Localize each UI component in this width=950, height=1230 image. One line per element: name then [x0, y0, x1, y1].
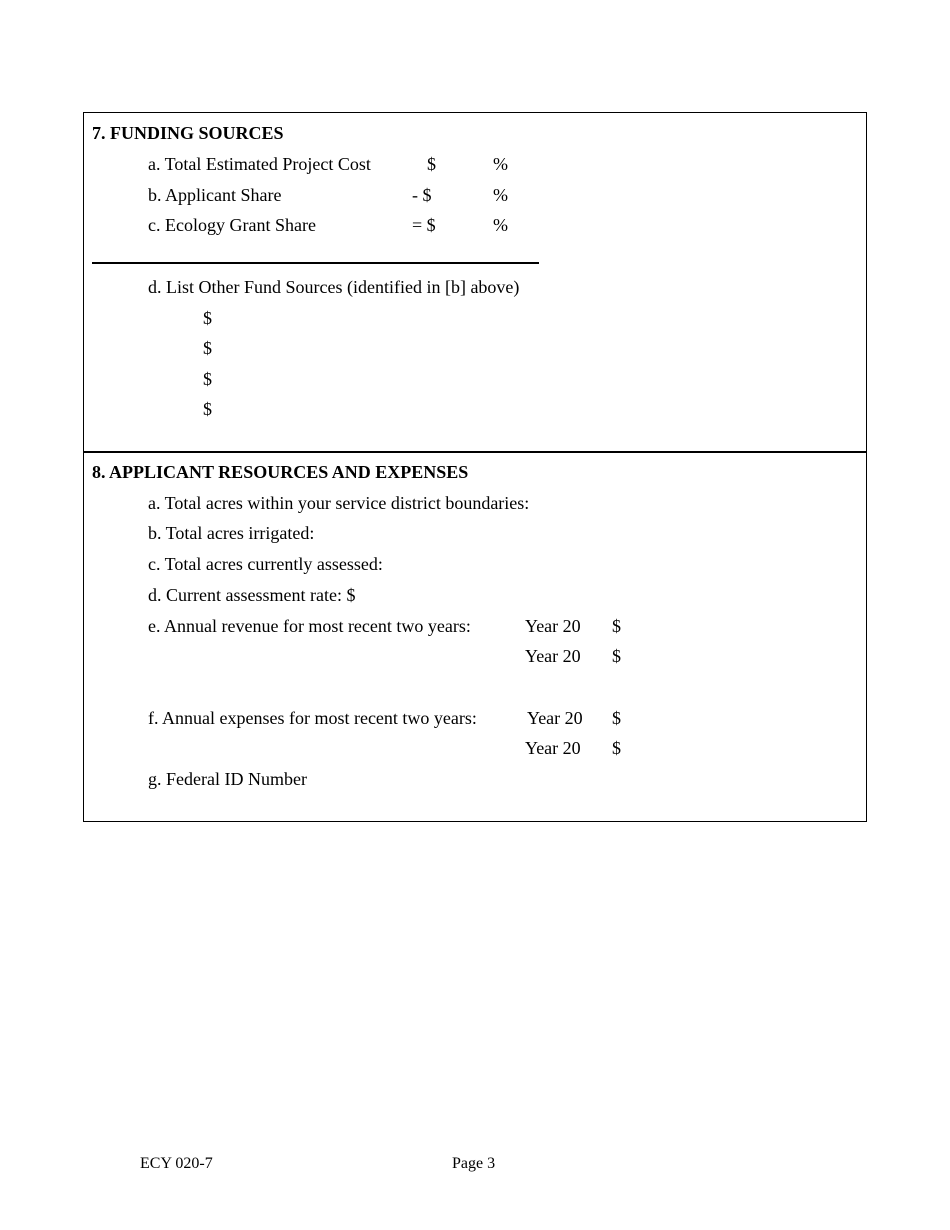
federal-id-number: g. Federal ID Number — [148, 769, 307, 789]
total-project-cost-label: a. Total Estimated Project Cost — [148, 154, 371, 174]
page-number: Page 3 — [452, 1155, 496, 1172]
expense-year-1-currency: $ — [612, 708, 621, 728]
divider-line — [92, 262, 539, 264]
total-acres-assessed: c. Total acres currently assessed: — [148, 554, 383, 574]
revenue-year-1: Year 20 — [525, 616, 581, 636]
total-project-cost-currency: $ — [427, 154, 436, 174]
ecology-grant-share-label: c. Ecology Grant Share — [148, 215, 316, 235]
expense-year-2: Year 20 — [525, 738, 581, 758]
form-id: ECY 020-7 — [140, 1155, 213, 1172]
revenue-year-1-currency: $ — [612, 616, 621, 636]
funding-sources-heading: 7. FUNDING SOURCES — [92, 123, 284, 143]
total-acres-irrigated: b. Total acres irrigated: — [148, 523, 315, 543]
other-fund-source-1: $ — [203, 308, 212, 328]
other-fund-source-2: $ — [203, 338, 212, 358]
applicant-resources-heading: 8. APPLICANT RESOURCES AND EXPENSES — [92, 462, 469, 482]
annual-revenue-label: e. Annual revenue for most recent two years: — [148, 616, 471, 636]
other-fund-sources-label: d. List Other Fund Sources (identified in [b] above) — [148, 277, 520, 297]
revenue-year-2: Year 20 — [525, 646, 581, 666]
applicant-share-currency: - $ — [412, 185, 432, 205]
other-fund-source-4: $ — [203, 399, 212, 419]
ecology-grant-share-currency: = $ — [412, 215, 436, 235]
other-fund-source-3: $ — [203, 369, 212, 389]
ecology-grant-share-percent: % — [493, 215, 508, 235]
expense-year-2-currency: $ — [612, 738, 621, 758]
total-project-cost-percent: % — [493, 154, 508, 174]
applicant-share-label: b. Applicant Share — [148, 185, 282, 205]
applicant-share-percent: % — [493, 185, 508, 205]
revenue-year-2-currency: $ — [612, 646, 621, 666]
annual-expenses-label: f. Annual expenses for most recent two years: — [148, 708, 477, 728]
expense-year-1: Year 20 — [527, 708, 583, 728]
total-acres-district: a. Total acres within your service district boundaries: — [148, 493, 530, 513]
current-assessment-rate: d. Current assessment rate: $ — [148, 585, 356, 605]
